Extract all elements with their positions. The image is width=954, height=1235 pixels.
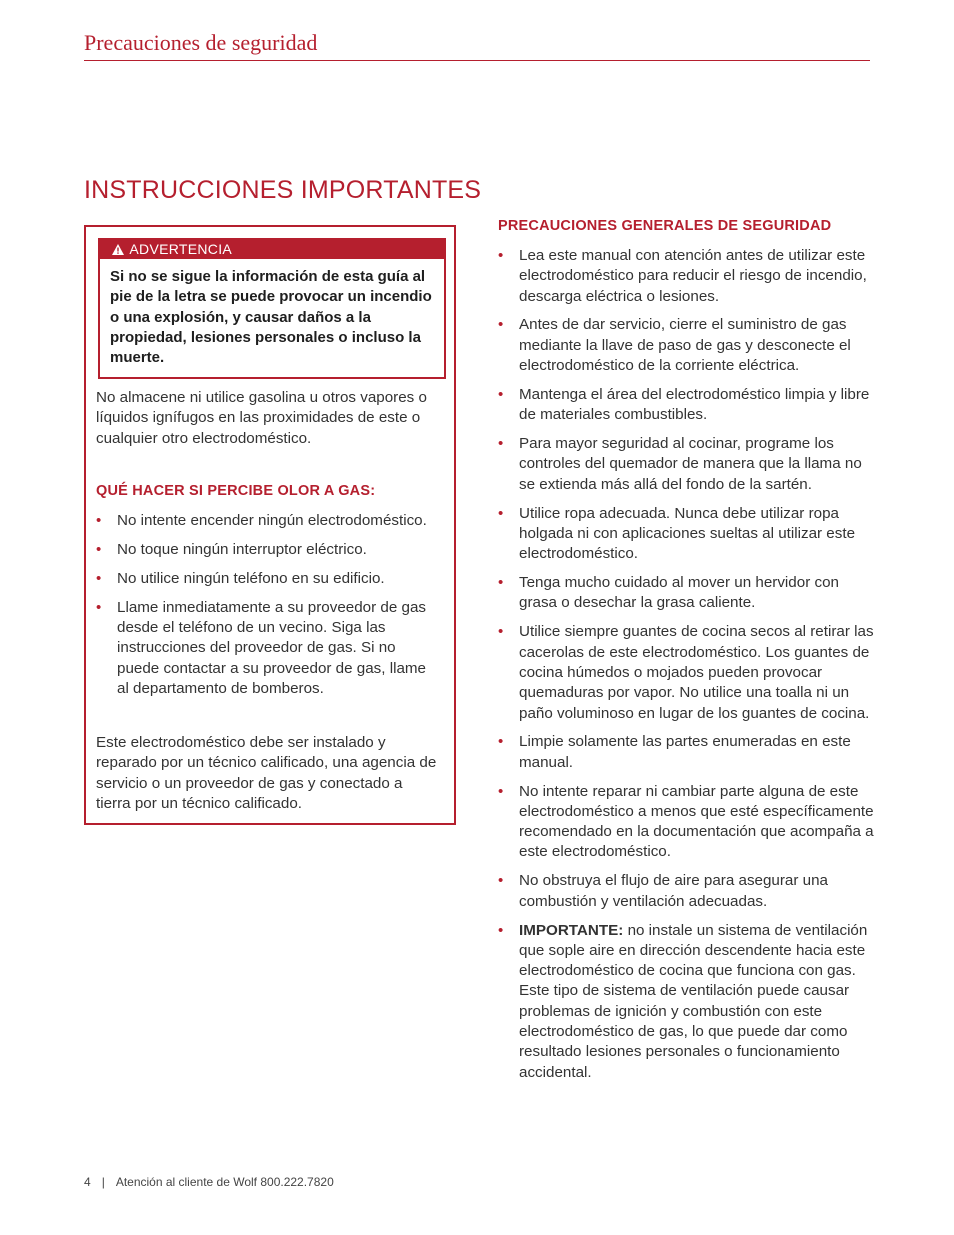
list-item: • No obstruya el flujo de aire para asegurar una combustión y ventilación adecuadas. [498, 872, 829, 910]
footer-contact: Atención al cliente de Wolf 800.222.7820 [115, 1175, 334, 1189]
warning-label: ADVERTENCIA [129, 241, 233, 257]
list-item: • Antes de dar servicio, cierre el suministro de gas mediante la llave de paso de gas y desconecte el electrodoméstico de la corriente eléctrica. [498, 316, 851, 375]
list-item: • IMPORTANTE: no instale un sistema de ventilación que sople aire en dirección descendente hacia este electrodoméstico de cocina que funciona con gas. Este tipo de sistema de ventilación puede causar problemas de ignición y combustión con este electrodoméstico de gas, lo que puede dar como resultado lesiones personales o funcionamiento accidental. [498, 921, 868, 1081]
general-heading: PRECAUCIONES GENERALES DE SEGURIDAD [498, 218, 832, 234]
list-item: • Llame inmediatamente a su proveedor de gas desde el teléfono de un vecino. Siga las instrucciones del proveedor de gas. Si no puede contactar a su proveedor de gas, llame al departamento de bomberos. [96, 598, 427, 697]
bullet-icon: • [498, 733, 504, 751]
bullet-icon: • [498, 504, 504, 522]
page-number: 4 [84, 1175, 91, 1189]
list-item: • Limpie solamente las partes enumeradas en este manual. [498, 733, 851, 771]
list-item: • Para mayor seguridad al cocinar, programe los controles del quemador de manera que la llama no se extienda más allá del fondo de la sartén. [498, 435, 862, 493]
warning-text: Si no se sigue la información de esta guía al pie de la letra se puede provocar un incendio o una explosión, y causar daños a la propiedad, lesiones personales o incluso la muerte. [110, 268, 432, 367]
footer-separator: | [101, 1175, 105, 1189]
page-footer [84, 1175, 334, 1189]
gas-heading: QUÉ HACER SI PERCIBE OLOR A GAS: [96, 483, 376, 499]
bullet-icon: • [96, 598, 102, 616]
bullet-icon: • [498, 623, 504, 641]
general-list [498, 246, 880, 1092]
list-item: • Utilice ropa adecuada. Nunca debe utilizar ropa holgada ni con aplicaciones sueltas al utilizar este electrodoméstico. [498, 504, 856, 563]
page-title: INSTRUCCIONES IMPORTANTES [84, 176, 482, 204]
bullet-icon: • [96, 569, 102, 587]
bullet-icon: • [498, 921, 504, 939]
left-panel [84, 225, 456, 825]
list-item: • Lea este manual con atención antes de utilizar este electrodoméstico para reducir el riesgo de incendio, descarga eléctrica o lesiones. [498, 247, 867, 305]
list-item: • No intente encender ningún electrodoméstico. [96, 511, 441, 531]
list-item: • Tenga mucho cuidado al mover un hervidor con grasa o desechar la grasa caliente. [498, 574, 839, 612]
bullet-icon: • [96, 540, 102, 558]
list-item: • No utilice ningún teléfono en su edificio. [96, 569, 441, 589]
storage-paragraph: No almacene ni utilice gasolina u otros vapores o líquidos ignífugos en las proximidades de este o cualquier otro electrodoméstico. [96, 389, 427, 447]
bullet-icon: • [96, 512, 102, 529]
bullet-icon: • [498, 872, 504, 890]
install-paragraph: Este electrodoméstico debe ser instalado y reparado por un técnico calificado, una agencia de servicio o un proveedor de gas y conectado a tierra por un técnico calificado. [96, 734, 437, 812]
bullet-icon: • [498, 385, 504, 403]
list-item: • No intente reparar ni cambiar parte alguna de este electrodoméstico a menos que esté específicamente recomendado en la documentación que acompaña a este electrodoméstico. [498, 782, 874, 861]
section-title: Precauciones de seguridad [84, 30, 318, 55]
header-rule [84, 60, 870, 61]
important-lead: IMPORTANTE: [519, 921, 624, 939]
bullet-icon: • [498, 435, 504, 453]
warning-box [98, 238, 446, 379]
bullet-icon: • [498, 782, 504, 800]
list-item: • Mantenga el área del electrodoméstico limpia y libre de materiales combustibles. [498, 385, 870, 424]
gas-list [96, 511, 441, 708]
list-item: • Utilice siempre guantes de cocina secos al retirar las cacerolas de este electrodoméstico. Los guantes de cocina húmedos o mojados pueden provocar quemaduras por vapor. No utilice una toalla ni un paño voluminoso en lugar de los guantes de cocina. [498, 623, 874, 722]
list-item: • No toque ningún interruptor eléctrico. [96, 540, 441, 560]
bullet-icon: • [498, 247, 504, 264]
warning-triangle-icon [112, 241, 126, 260]
warning-bar [100, 240, 444, 259]
bullet-icon: • [498, 574, 504, 592]
bullet-icon: • [498, 316, 504, 334]
